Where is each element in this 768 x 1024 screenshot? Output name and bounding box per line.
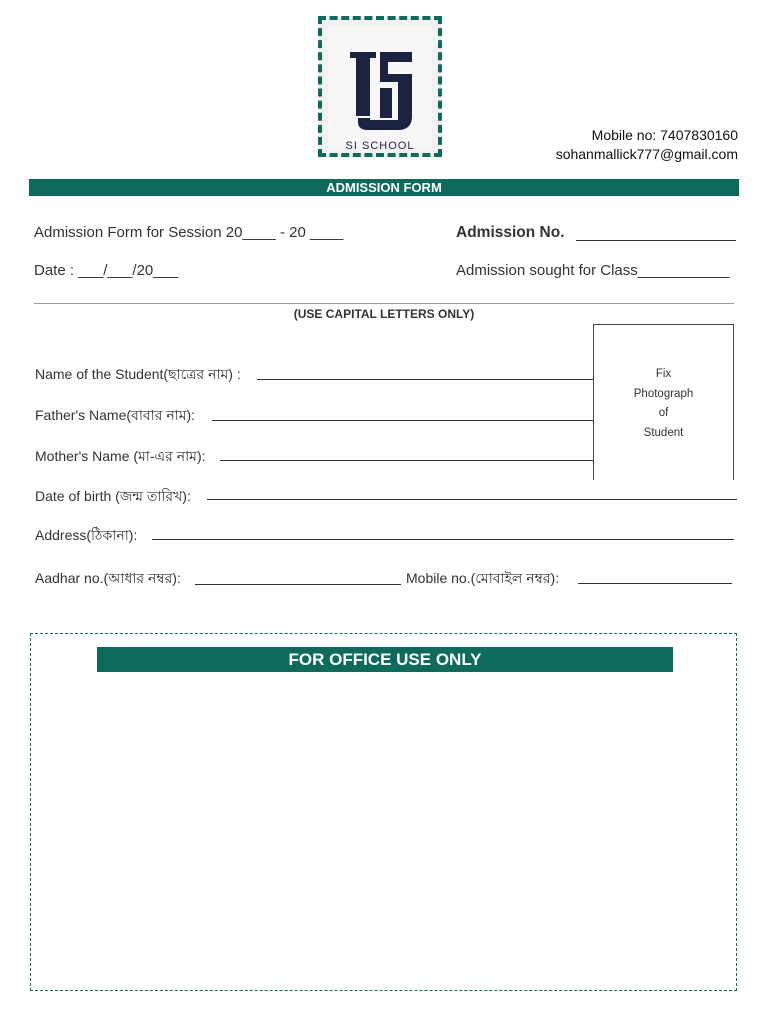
date-label: Date : ___/___/20___ [34, 262, 179, 279]
photo-instruction: Fix Photograph of Student [633, 368, 694, 439]
aadhar-label: Aadhar no.(আধার নম্বর): [35, 570, 181, 586]
father-name-line[interactable] [212, 420, 593, 421]
office-use-title: FOR OFFICE USE ONLY [97, 647, 673, 672]
aadhar-line[interactable] [195, 584, 401, 585]
mobile-label: Mobile no.(মোবাইল নম্বর): [406, 570, 560, 586]
office-use-box [30, 633, 737, 991]
divider [34, 303, 734, 304]
mobile-line[interactable] [578, 583, 732, 584]
student-name-line[interactable] [257, 379, 593, 380]
address-line[interactable] [152, 539, 734, 540]
contact-email: sohanmallick777@gmail.com [555, 146, 738, 162]
session-label: Admission Form for Session 20____ - 20 ____ [34, 224, 344, 241]
address-label: Address(ঠিকানা): [35, 527, 138, 543]
admission-no-line[interactable] [576, 240, 736, 241]
admission-no-label: Admission No. [456, 224, 565, 241]
logo-text: SI SCHOOL [345, 140, 415, 152]
class-label: Admission sought for Class___________ [456, 262, 730, 279]
contact-mobile: Mobile no: 7407830160 [591, 127, 738, 143]
dob-line[interactable] [207, 499, 737, 500]
photo-box [593, 324, 734, 480]
father-name-label: Father's Name(বাবার নাম): [35, 407, 196, 423]
si-monogram-icon [328, 26, 440, 155]
school-logo [318, 16, 442, 157]
mother-name-line[interactable] [220, 460, 593, 461]
mother-name-label: Mother's Name (মা-এর নাম): [35, 448, 206, 464]
capital-letters-note: (USE CAPITAL LETTERS ONLY) [293, 307, 475, 321]
dob-label: Date of birth (জন্ম তারিখ): [35, 488, 191, 504]
student-name-label: Name of the Student(ছাত্রের নাম) : [35, 366, 241, 382]
form-title: ADMISSION FORM [29, 179, 739, 196]
